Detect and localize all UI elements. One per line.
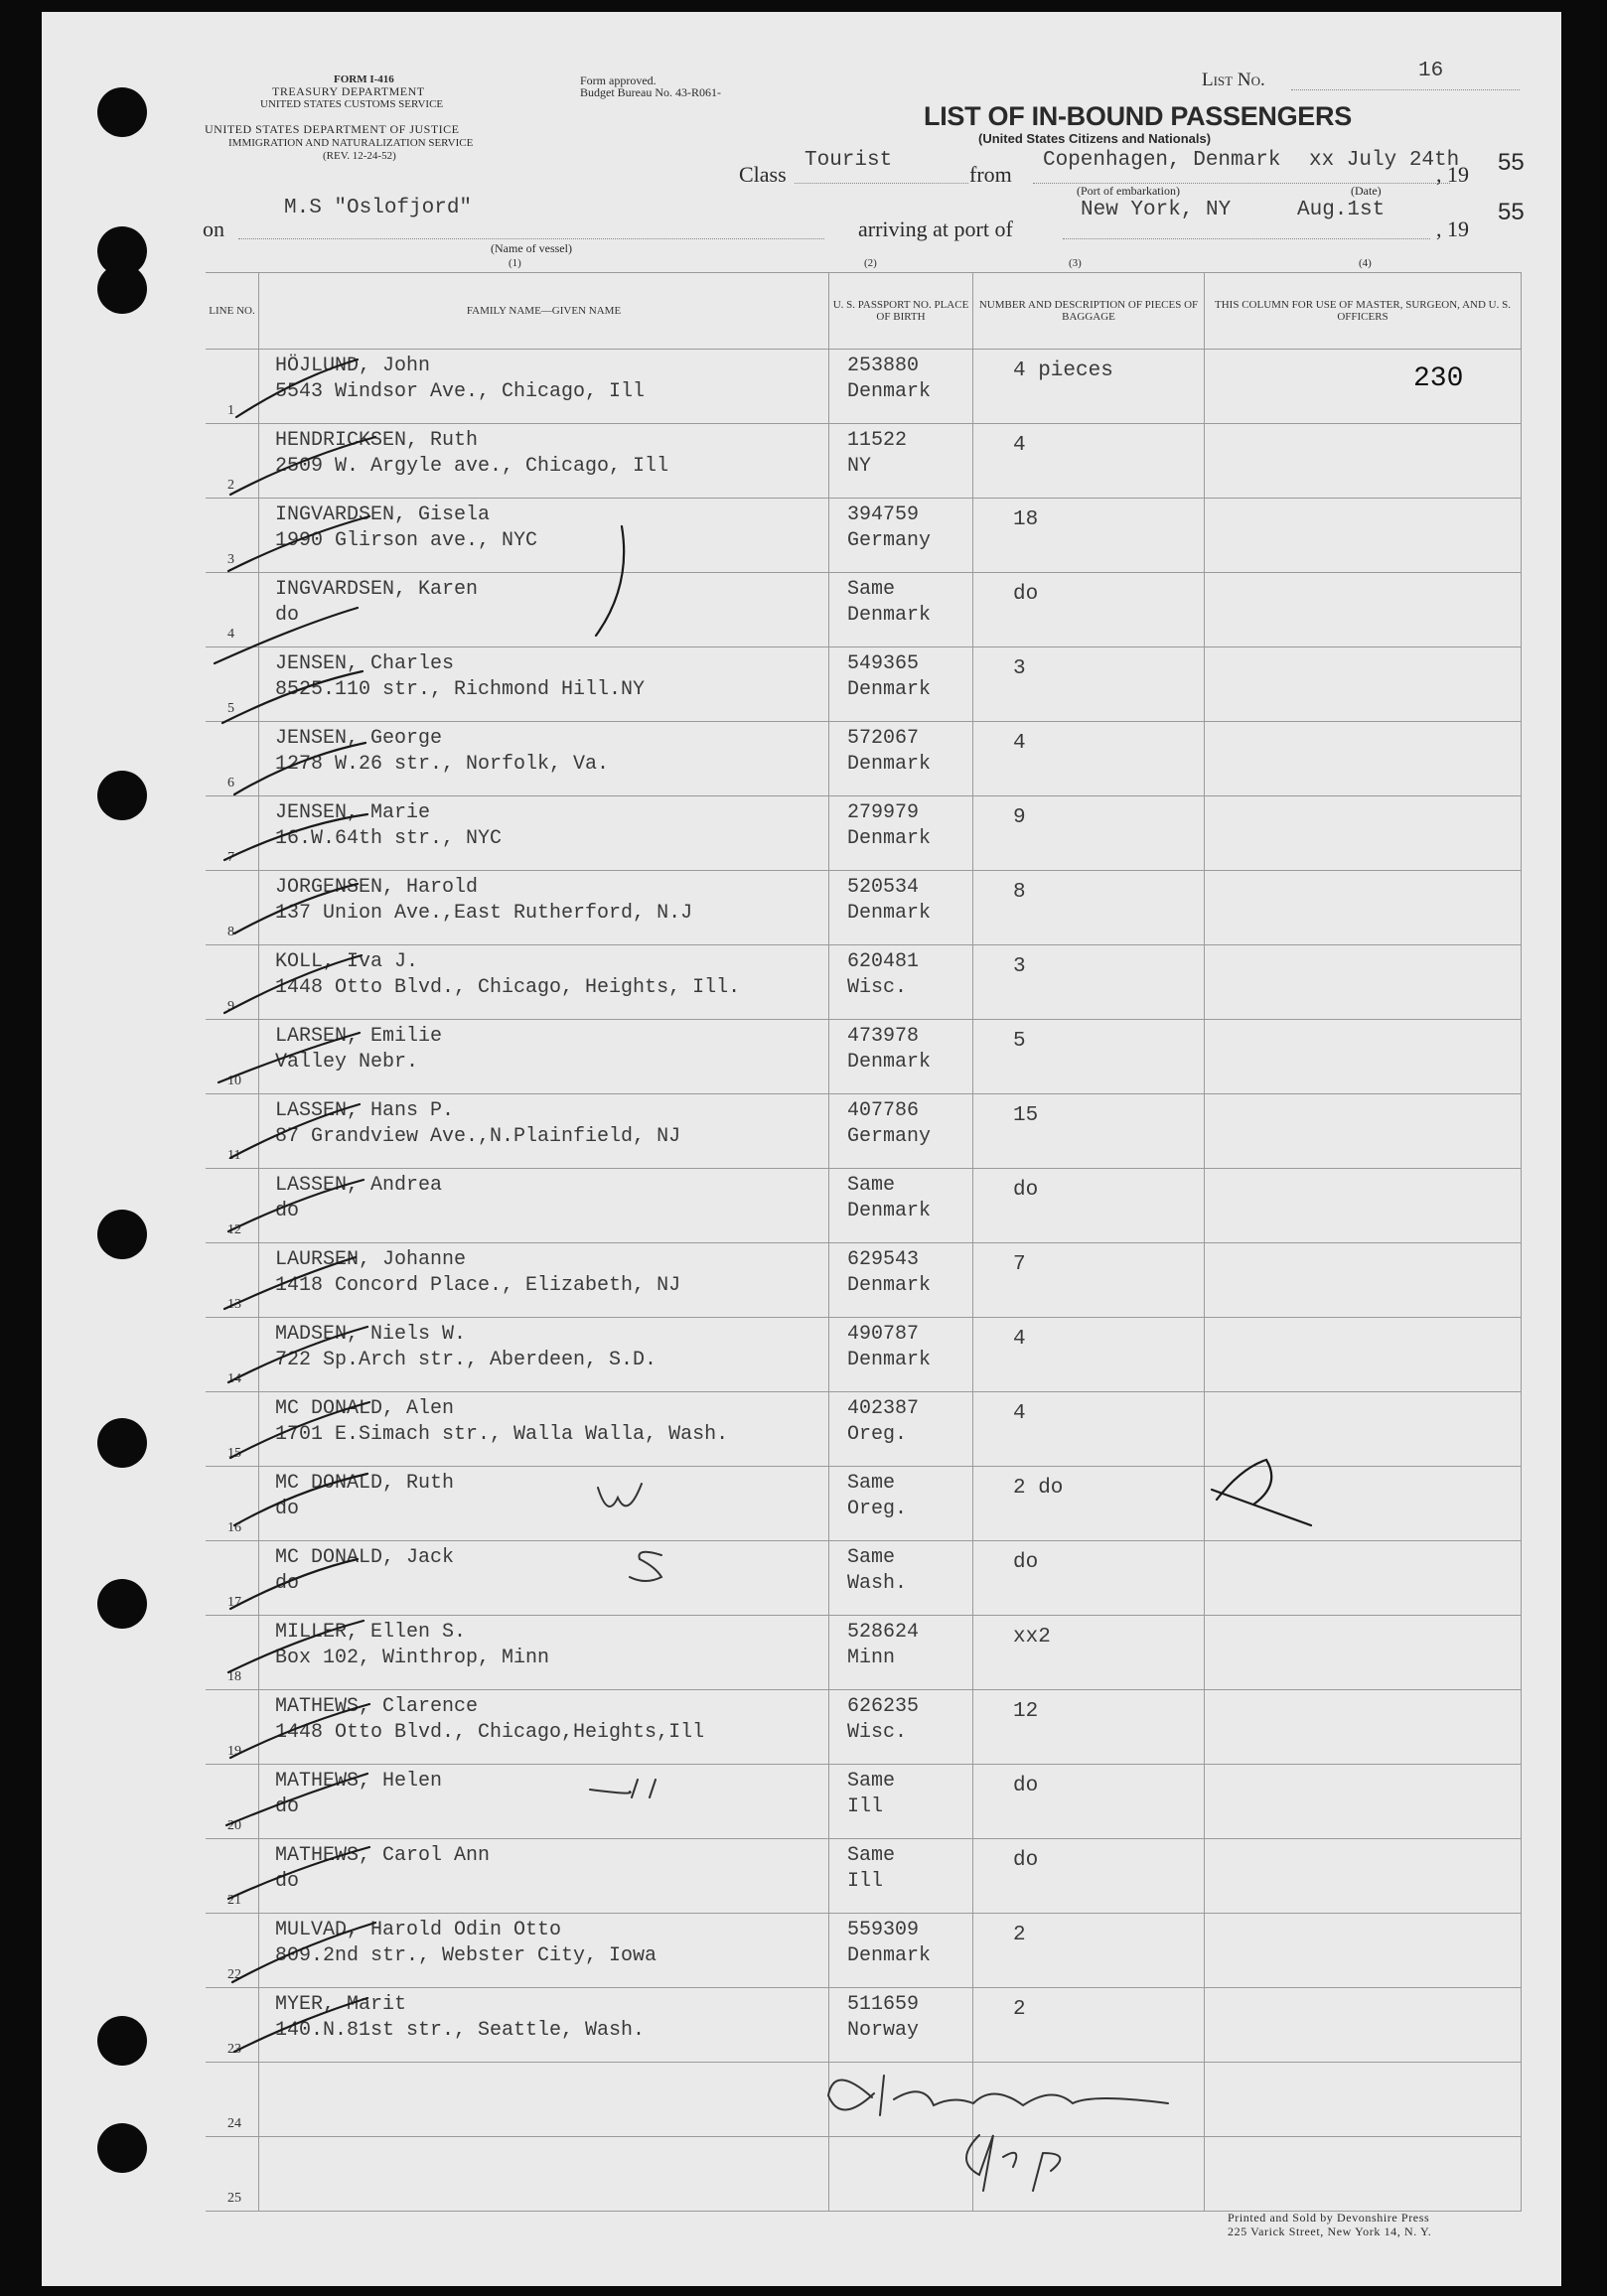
port-of-embarkation: Copenhagen, Denmark — [1043, 149, 1281, 172]
from-label: from — [969, 162, 1012, 187]
line-number: 2 — [227, 478, 234, 493]
col-header-name: FAMILY NAME—GIVEN NAME — [259, 273, 829, 350]
line-number: 8 — [227, 925, 234, 939]
passport-number: 520534 — [847, 876, 920, 899]
line-number: 7 — [227, 850, 234, 865]
line-number: 16 — [227, 1520, 241, 1535]
passenger-address: 87 Grandview Ave.,N.Plainfield, NJ — [275, 1125, 681, 1148]
passenger-name: MATHEWS, Clarence — [275, 1695, 479, 1718]
line-number: 4 — [227, 627, 234, 642]
place-of-birth: Denmark — [847, 678, 932, 701]
passenger-name: JENSEN, George — [275, 727, 443, 750]
passport-number: Same — [847, 1472, 896, 1495]
place-of-birth: Germany — [847, 1125, 932, 1148]
passenger-address: 5543 Windsor Ave., Chicago, Ill — [275, 380, 646, 403]
baggage-count: 15 — [1013, 1104, 1039, 1127]
embarkation-date: xx July 24th — [1309, 149, 1460, 172]
passport-number: 11522 — [847, 429, 908, 452]
passenger-name: INGVARDSEN, Gisela — [275, 503, 491, 526]
baggage-count: 8 — [1013, 881, 1026, 904]
passport-number: 549365 — [847, 652, 920, 675]
officer-note: 230 — [1413, 363, 1464, 394]
col-header-officers: THIS COLUMN FOR USE OF MASTER, SURGEON, AND U. S. OFFICERS — [1205, 273, 1522, 350]
passenger-name: HÖJLUND, John — [275, 355, 431, 377]
col-header-passport: U. S. PASSPORT NO. PLACE OF BIRTH — [829, 273, 973, 350]
treasury-dept: TREASURY DEPARTMENT — [272, 84, 425, 98]
baggage-count: 18 — [1013, 508, 1039, 531]
baggage-count: 2 — [1013, 1998, 1026, 2021]
passenger-address: Valley Nebr. — [275, 1051, 419, 1074]
col-header-line-no: LINE NO. — [206, 273, 259, 350]
line-number: 11 — [227, 1148, 241, 1163]
passenger-address: Box 102, Winthrop, Minn — [275, 1647, 550, 1669]
passenger-address: do — [275, 604, 300, 627]
passenger-address: do — [275, 1572, 300, 1595]
baggage-count: 4 — [1013, 732, 1026, 755]
year-2: 55 — [1498, 199, 1525, 225]
passenger-name: LARSEN, Emilie — [275, 1025, 443, 1048]
baggage-count: do — [1013, 1551, 1039, 1574]
place-of-birth: Denmark — [847, 1944, 932, 1967]
passenger-name: MADSEN, Niels W. — [275, 1323, 467, 1346]
baggage-count: 12 — [1013, 1700, 1039, 1723]
line-number: 18 — [227, 1669, 241, 1684]
port-caption: (Port of embarkation) — [1077, 184, 1180, 198]
passport-number: 559309 — [847, 1919, 920, 1941]
col-header-baggage: NUMBER AND DESCRIPTION OF PIECES OF BAGGAGE — [973, 273, 1205, 350]
vessel-caption: (Name of vessel) — [491, 241, 572, 255]
arrival-port: New York, NY — [1081, 199, 1232, 221]
baggage-count: 2 do — [1013, 1477, 1064, 1500]
place-of-birth: Denmark — [847, 1051, 932, 1074]
passenger-name: HENDRICKSEN, Ruth — [275, 429, 479, 452]
passport-number: 490787 — [847, 1323, 920, 1346]
passenger-name: MC DONALD, Alen — [275, 1397, 455, 1420]
passport-number: Same — [847, 1844, 896, 1867]
baggage-count: 4 — [1013, 1328, 1026, 1351]
passenger-address: 1448 Otto Blvd., Chicago,Heights,Ill — [275, 1721, 705, 1744]
baggage-count: 4 pieces — [1013, 359, 1113, 382]
passport-number: 626235 — [847, 1695, 920, 1718]
passport-number: 279979 — [847, 801, 920, 824]
line-number: 22 — [227, 1967, 241, 1982]
printer-line-1: Printed and Sold by Devonshire Press — [1228, 2211, 1430, 2224]
place-of-birth: Denmark — [847, 753, 932, 776]
baggage-count: 4 — [1013, 434, 1026, 457]
col-num-3: (3) — [1069, 257, 1082, 269]
place-of-birth: Oreg. — [847, 1498, 908, 1520]
passenger-address: 1448 Otto Blvd., Chicago, Heights, Ill. — [275, 976, 741, 999]
baggage-count: 9 — [1013, 806, 1026, 829]
col-num-1: (1) — [509, 257, 521, 269]
passenger-address: 1418 Concord Place., Elizabeth, NJ — [275, 1274, 681, 1297]
line-number: 20 — [227, 1818, 241, 1833]
passenger-address: 722 Sp.Arch str., Aberdeen, S.D. — [275, 1349, 657, 1371]
line-number: 13 — [227, 1297, 241, 1312]
passenger-name: MC DONALD, Jack — [275, 1546, 455, 1569]
list-no-label: List No. — [1202, 70, 1265, 90]
justice-dept: UNITED STATES DEPARTMENT OF JUSTICE — [205, 122, 460, 136]
baggage-count: xx2 — [1013, 1626, 1051, 1649]
passport-number: Same — [847, 1546, 896, 1569]
baggage-count: do — [1013, 1179, 1039, 1202]
year-prefix-1: , 19 — [1436, 162, 1469, 187]
passenger-name: LAURSEN, Johanne — [275, 1248, 467, 1271]
baggage-count: 2 — [1013, 1924, 1026, 1946]
passport-number: 253880 — [847, 355, 920, 377]
ins-service: IMMIGRATION AND NATURALIZATION SERVICE — [228, 137, 474, 149]
line-number: 23 — [227, 2042, 241, 2057]
passenger-address: 2509 W. Argyle ave., Chicago, Ill — [275, 455, 669, 478]
place-of-birth: Denmark — [847, 604, 932, 627]
passport-number: 473978 — [847, 1025, 920, 1048]
line-number: 24 — [227, 2116, 241, 2131]
baggage-count: 4 — [1013, 1402, 1026, 1425]
passenger-address: do — [275, 1795, 300, 1818]
place-of-birth: Germany — [847, 529, 932, 552]
place-of-birth: NY — [847, 455, 872, 478]
passenger-name: JORGENSEN, Harold — [275, 876, 479, 899]
line-number: 9 — [227, 999, 234, 1014]
passenger-address: 1990 Glirson ave., NYC — [275, 529, 538, 552]
passenger-name: MATHEWS, Helen — [275, 1770, 443, 1793]
passport-number: Same — [847, 1174, 896, 1197]
baggage-count: do — [1013, 1775, 1039, 1797]
place-of-birth: Denmark — [847, 902, 932, 925]
form-approved: Form approved. — [580, 73, 657, 87]
passenger-address: 137 Union Ave.,East Rutherford, N.J — [275, 902, 693, 925]
line-number: 5 — [227, 701, 234, 716]
passport-number: Same — [847, 578, 896, 601]
year-1: 55 — [1498, 149, 1525, 176]
place-of-birth: Denmark — [847, 380, 932, 403]
place-of-birth: Wisc. — [847, 1721, 908, 1744]
passenger-name: MYER, Marit — [275, 1993, 407, 2016]
passenger-name: LASSEN, Hans P. — [275, 1099, 455, 1122]
place-of-birth: Ill — [847, 1795, 884, 1818]
list-no-value: 16 — [1418, 60, 1444, 82]
passenger-address: 1278 W.26 str., Norfolk, Va. — [275, 753, 610, 776]
budget-bureau: Budget Bureau No. 43-R061- — [580, 85, 721, 99]
passport-number: 572067 — [847, 727, 920, 750]
baggage-count: 3 — [1013, 955, 1026, 978]
baggage-count: do — [1013, 1849, 1039, 1872]
line-number: 19 — [227, 1744, 241, 1759]
passenger-name: KOLL, Iva J. — [275, 950, 419, 973]
passenger-address: 1701 E.Simach str., Walla Walla, Wash. — [275, 1423, 729, 1446]
place-of-birth: Norway — [847, 2019, 920, 2042]
arrival-date: Aug.1st — [1297, 199, 1386, 221]
form-title: LIST OF IN-BOUND PASSENGERS — [924, 101, 1352, 131]
passenger-address: 16.W.64th str., NYC — [275, 827, 503, 850]
line-number: 15 — [227, 1446, 241, 1461]
col-num-4: (4) — [1359, 257, 1372, 269]
line-number: 21 — [227, 1893, 241, 1908]
line-number: 3 — [227, 552, 234, 567]
place-of-birth: Oreg. — [847, 1423, 908, 1446]
class-value: Tourist — [804, 149, 893, 172]
passport-number: Same — [847, 1770, 896, 1793]
place-of-birth: Ill — [847, 1870, 884, 1893]
passenger-name: MILLER, Ellen S. — [275, 1621, 467, 1644]
passport-number: 620481 — [847, 950, 920, 973]
line-number: 6 — [227, 776, 234, 790]
form-subtitle: (United States Citizens and Nationals) — [978, 131, 1212, 146]
passport-number: 394759 — [847, 503, 920, 526]
passport-number: 511659 — [847, 1993, 920, 2016]
passenger-name: JENSEN, Marie — [275, 801, 431, 824]
place-of-birth: Wash. — [847, 1572, 908, 1595]
passenger-address: 140.N.81st str., Seattle, Wash. — [275, 2019, 646, 2042]
line-number: 14 — [227, 1371, 241, 1386]
passenger-address: 8525.110 str., Richmond Hill.NY — [275, 678, 646, 701]
passenger-address: do — [275, 1200, 300, 1222]
baggage-count: 3 — [1013, 657, 1026, 680]
baggage-count: do — [1013, 583, 1039, 606]
line-number: 1 — [227, 403, 234, 418]
passenger-address: do — [275, 1498, 300, 1520]
baggage-count: 5 — [1013, 1030, 1026, 1053]
passenger-name: INGVARDSEN, Karen — [275, 578, 479, 601]
form-revision: (REV. 12-24-52) — [323, 150, 396, 162]
passenger-address: 809.2nd str., Webster City, Iowa — [275, 1944, 657, 1967]
line-number: 25 — [227, 2191, 241, 2206]
class-label: Class — [739, 162, 787, 187]
arriving-label: arriving at port of — [858, 216, 1013, 241]
line-number: 17 — [227, 1595, 241, 1610]
year-prefix-2: , 19 — [1436, 216, 1469, 241]
passenger-name: LASSEN, Andrea — [275, 1174, 443, 1197]
col-num-2: (2) — [864, 257, 877, 269]
date-caption: (Date) — [1351, 184, 1382, 198]
passport-number: 402387 — [847, 1397, 920, 1420]
place-of-birth: Denmark — [847, 827, 932, 850]
customs-service: UNITED STATES CUSTOMS SERVICE — [260, 98, 444, 110]
passenger-address: do — [275, 1870, 300, 1893]
line-number: 12 — [227, 1222, 241, 1237]
passenger-name: MC DONALD, Ruth — [275, 1472, 455, 1495]
place-of-birth: Wisc. — [847, 976, 908, 999]
place-of-birth: Denmark — [847, 1200, 932, 1222]
passport-number: 407786 — [847, 1099, 920, 1122]
baggage-count: 7 — [1013, 1253, 1026, 1276]
line-number: 10 — [227, 1074, 241, 1088]
passenger-name: JENSEN, Charles — [275, 652, 455, 675]
passenger-name: MATHEWS, Carol Ann — [275, 1844, 491, 1867]
place-of-birth: Minn — [847, 1647, 896, 1669]
vessel-name: M.S "Oslofjord" — [284, 197, 473, 219]
place-of-birth: Denmark — [847, 1349, 932, 1371]
passport-number: 629543 — [847, 1248, 920, 1271]
place-of-birth: Denmark — [847, 1274, 932, 1297]
printer-line-2: 225 Varick Street, New York 14, N. Y. — [1228, 2224, 1432, 2238]
on-label: on — [203, 216, 224, 241]
passenger-name: MULVAD, Harold Odin Otto — [275, 1919, 562, 1941]
form-number: FORM I-416 — [334, 73, 394, 85]
passport-number: 528624 — [847, 1621, 920, 1644]
